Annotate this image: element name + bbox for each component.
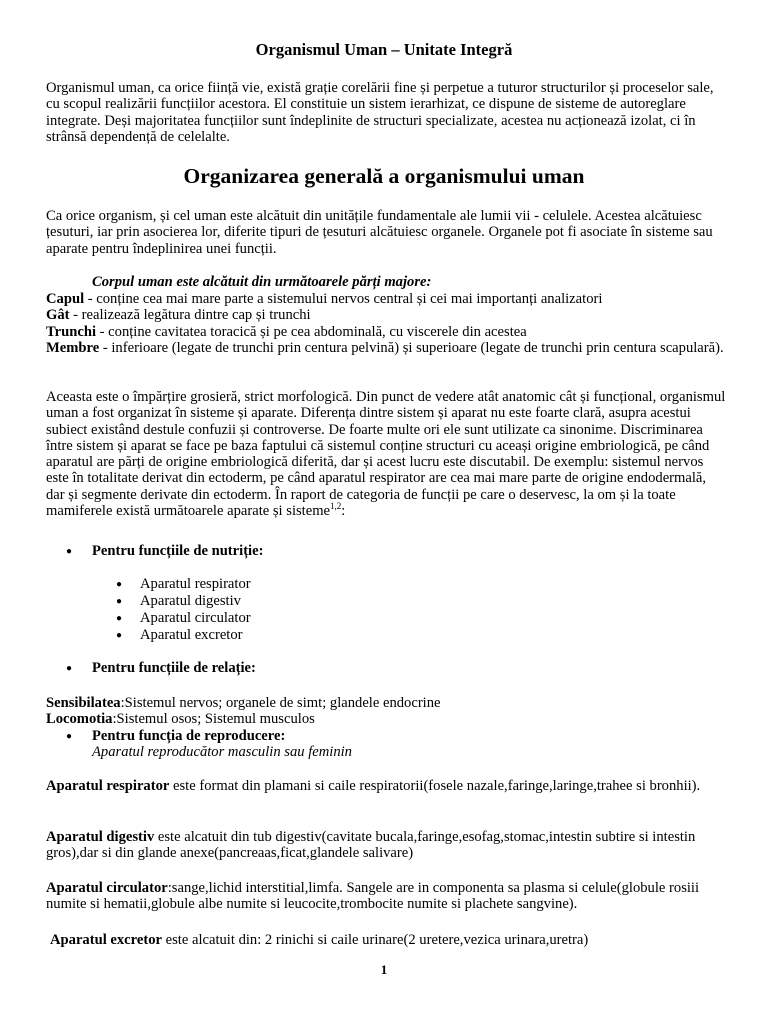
bullet-icon: ● [66, 546, 73, 557]
bullet-icon: ● [116, 630, 123, 641]
respiratory-desc: este format din plamani si caile respiratorii(fosele nazale,faringe,laringe,trahee si bronhii). [169, 778, 701, 794]
part-head [46, 291, 602, 307]
sensibility-desc: :Sistemul nervos; organele de simt; glandele endocrine [120, 695, 441, 711]
cells-paragraph: Ca orice organism, și cel uman este alcătuit din unitățile fundamentale ale lumii vii - celulele. Acestea alcătuiesc țesuturi, iar prin asocierea lor, diferite tipuri de țesuturi alcătuiesc organele. Organele pot fi asociate în sisteme sau aparate pentru îndeplinirea unei funcții. [46, 208, 713, 257]
digestive-paragraph [46, 829, 726, 862]
sensibility-line [46, 695, 441, 711]
section-heading: Organizarea generală a organismului uman [183, 164, 585, 188]
bullet-icon: ● [116, 579, 123, 590]
list-item: Aparatul circulator [140, 610, 251, 626]
reproduction-heading: Pentru funcția de reproducere: [92, 728, 286, 744]
excretory-paragraph [50, 932, 588, 948]
respiratory-paragraph [46, 778, 726, 794]
part-term: Trunchi [46, 324, 97, 340]
systems-text: Aceasta este o împărțire grosieră, strict morfologică. Din punct de vedere atât anatomic cât și funcțional, organismul uman a fost organizat în sisteme și aparate. Diferența dintre sistem și aparat nu este foarte clară, asupra acestui subiect existând destule confuzii și controverse. De foarte multe ori ele sunt utilizate ca sinonime. Discriminarea între sistem și aparat se face pe baza faptului că sistemul conține structuri cu aceași origine embriologică, pe când aparatul are părți de origine embriologică diferită, dar și acest lucru este discutabil. De exemplu: sistemul nervos este în totalitate derivat din ectoderm, pe când aparatul respirator are cea mai mare parte de origine endodermală, dar și segmente derivate din ectoderm. În raport de categoria de funcții pe care o deservesc, la om și la toate mamiferele există următoarele aparate și sisteme [46, 389, 726, 520]
systems-text-end: : [341, 503, 346, 520]
circulatory-term: Aparatul circulator [46, 880, 168, 896]
part-trunk [46, 324, 527, 340]
part-term: Gât [46, 307, 70, 323]
excretory-desc: este alcatuit din: 2 rinichi si caile urinare(2 uretere,vezica urinara,uretra) [161, 932, 589, 948]
footnote-reference: 1,2 [330, 501, 342, 512]
excretory-term: Aparatul excretor [50, 932, 162, 948]
document-title: Organismul Uman – Unitate Integră [255, 40, 513, 59]
locomotion-term: Locomotia [46, 711, 113, 727]
list-item: Aparatul excretor [140, 627, 243, 643]
part-desc: - conține cea mai mare parte a sistemului nervos central și cei mai importanți analizatori [84, 291, 603, 307]
bullet-icon: ● [116, 613, 123, 624]
list-item: Aparatul digestiv [140, 593, 241, 609]
bullet-icon: ● [66, 663, 73, 674]
reproduction-desc: Aparatul reproducător masculin sau feminin [92, 744, 352, 760]
part-limbs [46, 340, 726, 356]
locomotion-line [46, 711, 315, 727]
digestive-term: Aparatul digestiv [46, 829, 155, 845]
respiratory-term: Aparatul respirator [46, 778, 170, 794]
bullet-icon: ● [116, 596, 123, 607]
nutrition-heading: Pentru funcțiile de nutriție: [92, 543, 264, 559]
part-term: Membre [46, 340, 100, 356]
locomotion-desc: :Sistemul osos; Sistemul musculos [112, 711, 315, 727]
circulatory-desc: :sange,lichid interstitial,limfa. Sangele are in componenta sa plasma si celule(globule rosiii numite si hematii,globule albe numite si leucocite,trombocite numite si plachete sangvine). [46, 880, 700, 913]
list-item: Aparatul respirator [140, 576, 251, 592]
part-desc: - conține cavitatea toracică și pe cea abdominală, cu viscerele din acestea [96, 324, 527, 340]
circulatory-paragraph [46, 880, 726, 913]
sensibility-term: Sensibilatea [46, 695, 121, 711]
systems-paragraph [46, 389, 726, 519]
relation-heading: Pentru funcțiile de relație: [92, 660, 256, 676]
bullet-icon: ● [66, 731, 73, 742]
part-term: Capul [46, 291, 85, 307]
digestive-desc: este alcatuit din tub digestiv(cavitate bucala,faringe,esofag,stomac,intestin subtire si intestin gros),dar si din glande anexe(pancreaas,ficat,glandele salivare) [46, 829, 696, 862]
part-desc: - inferioare (legate de trunchi prin centura pelvină) și superioare (legate de trunchi prin centura scapulară). [99, 340, 724, 356]
intro-paragraph: Organismul uman, ca orice ființă vie, există grație corelării fine și perpetue a tuturor structurilor și proceselor sale, cu scopul realizării funcțiilor acestora. El constituie un sistem ierarhizat, ce dispune de sisteme de autoreglare integrate. Deși majoritatea funcțiilor sunt îndeplinite de structuri specializate, acestea nu acționează izolat, ci în strânsă dependență de celelalte. [46, 80, 714, 145]
part-neck [46, 307, 311, 323]
parts-heading: Corpul uman este alcătuit din următoarele părți majore: [92, 274, 432, 290]
part-desc: - realizează legătura dintre cap și trunchi [69, 307, 311, 323]
page-number: 1 [380, 962, 388, 977]
